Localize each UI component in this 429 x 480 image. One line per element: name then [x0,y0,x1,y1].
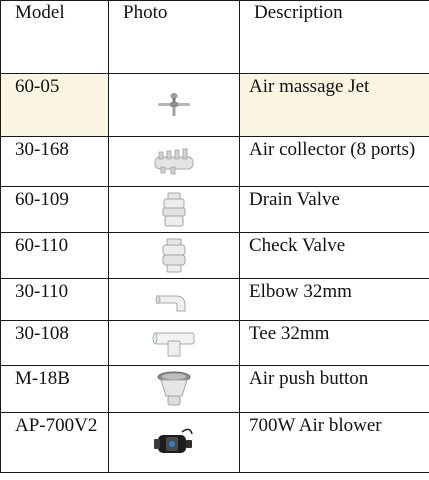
table-row [1,366,429,413]
photo-cell [109,366,240,413]
model-cell: 60-109 [1,187,109,233]
table-row [1,279,429,321]
description-cell: 700W Air blower [240,413,429,473]
model-cell: 60-110 [1,233,109,279]
description-cell: Tee 32mm [240,321,429,366]
table-row [1,321,429,366]
photo-cell [109,413,240,473]
model-cell: 30-110 [1,279,109,321]
table-row [1,413,429,473]
table-row [1,233,429,279]
header-description: Description [240,1,429,74]
description-cell: Check Valve [240,233,429,279]
table-row [1,187,429,233]
table-header-row [1,1,429,74]
header-model: Model [1,1,109,74]
description-cell: Drain Valve [240,187,429,233]
photo-cell [109,279,240,321]
description-cell: Elbow 32mm [240,279,429,321]
model-cell: 30-168 [1,137,109,187]
air-blower-icon [152,426,196,460]
photo-cell [109,233,240,279]
elbow-icon [154,287,194,313]
table-row [1,137,429,187]
tee-icon [151,327,197,359]
photo-cell [109,74,240,137]
model-cell: 60-05 [1,74,109,137]
description-cell: Air massage Jet [240,74,429,137]
push-button-icon [156,370,192,408]
photo-cell [109,187,240,233]
photo-cell [109,137,240,187]
description-cell: Air push button [240,366,429,413]
model-cell: AP-700V2 [1,413,109,473]
description-cell: Air collector (8 ports) [240,137,429,187]
air-collector-icon [151,147,197,177]
drain-valve-icon [159,192,189,228]
check-valve-icon [159,238,189,274]
table-row [1,74,429,137]
header-photo: Photo [109,1,240,74]
photo-cell [109,321,240,366]
model-cell: M-18B [1,366,109,413]
model-cell: 30-108 [1,321,109,366]
air-jet-icon [154,89,194,121]
